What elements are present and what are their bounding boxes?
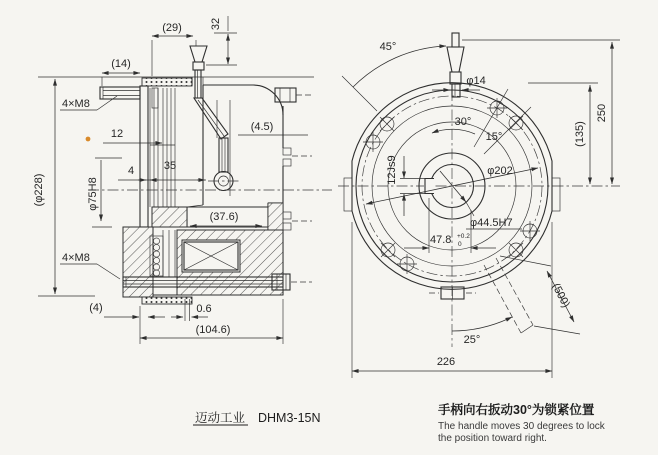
dim-label-29: (29) xyxy=(162,22,182,34)
right-view-front xyxy=(338,33,620,378)
dim-label-37-6: (37.6) xyxy=(209,211,239,223)
scan-dot xyxy=(86,137,91,142)
screw-plus-icon xyxy=(397,254,417,274)
footer xyxy=(193,402,606,444)
hub-section xyxy=(152,207,187,227)
dim-label-30deg: 30° xyxy=(454,116,472,128)
friction-lining-top xyxy=(142,77,203,88)
dim-label-47-8: 47.8 xyxy=(430,234,452,246)
note-english-line2: the position toward right. xyxy=(438,433,547,444)
dim-label-12Js9: 12Js9 xyxy=(386,155,398,185)
label-4xM8-bottom: 4×M8 xyxy=(62,252,90,264)
bottom-terminal-tab xyxy=(429,287,476,299)
dim-label-226: 226 xyxy=(436,356,456,368)
dim-label-45deg: 45° xyxy=(379,41,397,53)
screw-cross-icon xyxy=(509,243,523,257)
dim-label-tol-upper: +0.2 xyxy=(457,233,470,240)
dim-label-phi202: φ202 xyxy=(487,165,513,177)
dim-label-14: (14) xyxy=(111,58,131,70)
screw-plus-icon xyxy=(520,221,540,241)
dim-label-phi14: φ14 xyxy=(466,75,486,87)
stud-top xyxy=(100,87,140,99)
screw-cross-icon xyxy=(381,243,395,257)
right-view-dimensions xyxy=(342,40,620,378)
dim-label-104-6: (104.6) xyxy=(195,324,231,336)
dim-label-0-6: 0.6 xyxy=(196,303,212,315)
dim-label-4: 4 xyxy=(127,165,135,177)
dim-label-35: 35 xyxy=(163,160,177,172)
dim-label-75H8: φ75H8 xyxy=(87,177,99,211)
dim-label-250: 250 xyxy=(596,103,608,123)
magnet-coil-section xyxy=(177,230,283,295)
screw-plug-top xyxy=(275,88,314,102)
model-number: DHM3-15N xyxy=(258,411,321,425)
dim-label-32: 32 xyxy=(210,17,222,31)
note-english-line1: The handle moves 30 degrees to lock xyxy=(438,421,605,432)
screw-cross-icon xyxy=(509,116,523,130)
dim-label-4-bottom: (4) xyxy=(89,302,103,314)
dim-label-4-5: (4.5) xyxy=(250,121,274,133)
handle-alternate-position xyxy=(484,258,533,333)
dim-label-228: (φ228) xyxy=(33,173,45,207)
dim-label-phi44-5H7: φ44.5H7 xyxy=(470,217,513,229)
friction-lining-bottom xyxy=(142,297,192,304)
dim-label-25deg: 25° xyxy=(463,334,481,346)
note-chinese: 手柄向右扳动30°为锁紧位置 xyxy=(438,403,595,417)
left-view-section xyxy=(33,16,332,344)
right-hub-section xyxy=(268,203,283,231)
dim-label-500: (500) xyxy=(549,281,572,310)
dim-label-12: 12 xyxy=(110,128,124,140)
release-handle-side xyxy=(190,46,240,191)
label-4xM8-top: 4×M8 xyxy=(62,98,90,110)
screw-cross-icon xyxy=(380,117,394,131)
dim-label-15deg: 15° xyxy=(485,131,503,143)
dim-label-135: (135) xyxy=(574,121,586,147)
screw-plus-icon xyxy=(363,132,383,152)
brand-name: 迈动工业 xyxy=(195,411,246,425)
dim-label-tol-lower: 0 xyxy=(458,241,462,248)
release-handle-front xyxy=(447,33,464,97)
terminal-clips-right xyxy=(283,148,312,230)
